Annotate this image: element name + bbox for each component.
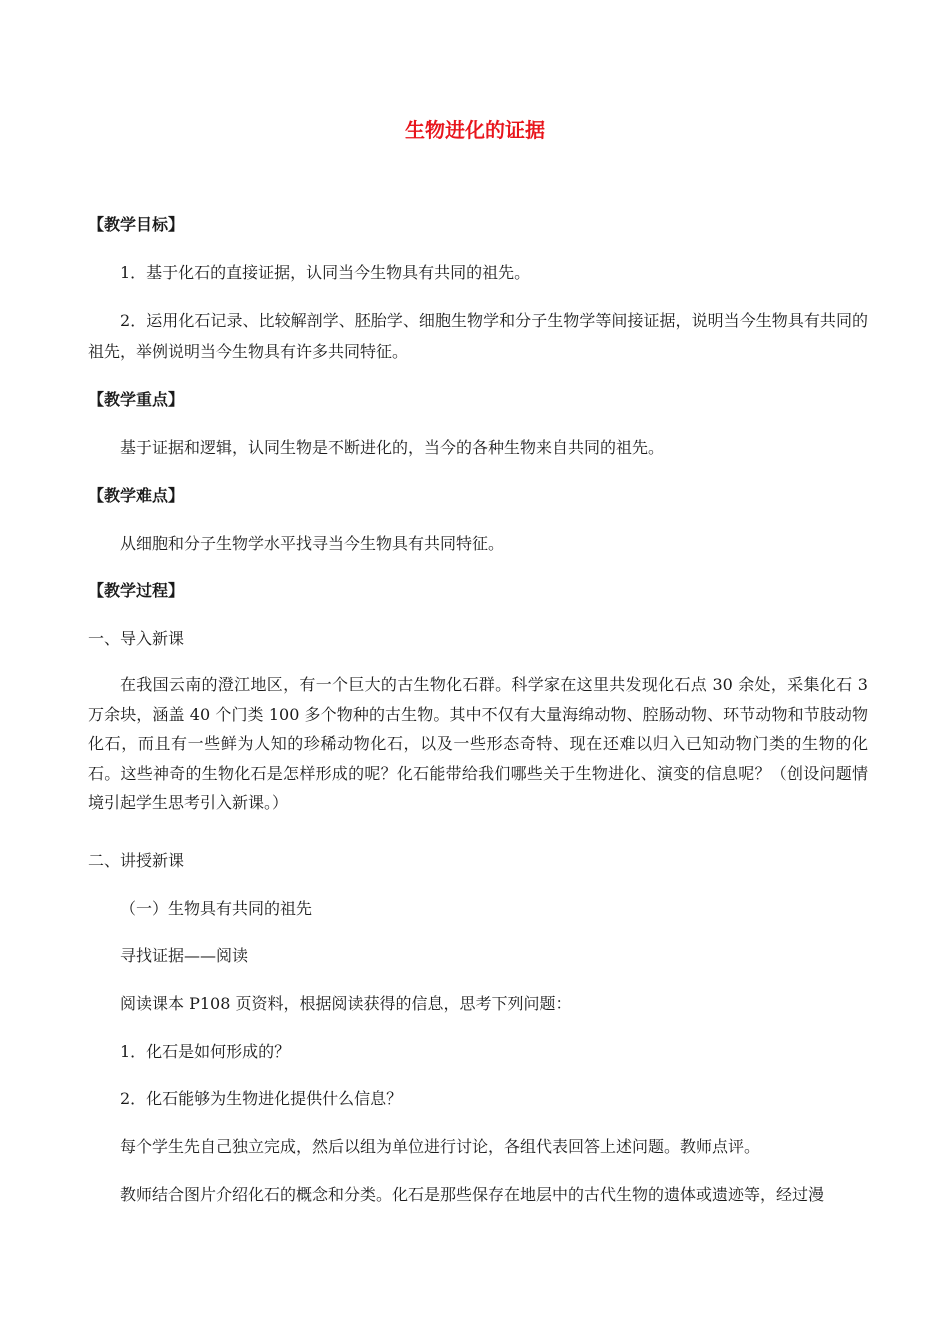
question-1: 1．化石是如何形成的？ <box>120 1042 291 1061</box>
reading-instruction: 阅读课本 P108 页资料，根据阅读获得的信息，思考下列问题： <box>120 994 572 1013</box>
teacher-text: 教师结合图片介绍化石的概念和分类。化石是那些保存在地层中的古代生物的遗体或遗迹等，经过漫 <box>120 1185 825 1204</box>
sub-heading-common-ancestor: （一）生物具有共同的祖先 <box>120 899 313 918</box>
document-title: 生物进化的证据 <box>405 118 545 142</box>
difficulties-text: 从细胞和分子生物学水平找寻当今生物具有共同特征。 <box>120 534 505 553</box>
question-2: 2．化石能够为生物进化提供什么信息？ <box>120 1089 403 1108</box>
discussion-text: 每个学生先自己独立完成，然后以组为单位进行讨论，各组代表回答上述问题。教师点评。 <box>120 1137 761 1156</box>
key-points-text: 基于证据和逻辑，认同生物是不断进化的，当今的各种生物来自共同的祖先。 <box>120 438 665 457</box>
process-heading: 【教学过程】 <box>88 581 185 600</box>
difficulties-heading: 【教学难点】 <box>88 486 185 505</box>
objective-1: 1．基于化石的直接证据，认同当今生物具有共同的祖先。 <box>120 263 531 282</box>
evidence-label: 寻找证据——阅读 <box>120 946 249 965</box>
lecture-heading: 二、讲授新课 <box>88 851 185 870</box>
intro-heading: 一、导入新课 <box>88 629 185 648</box>
key-points-heading: 【教学重点】 <box>88 390 185 409</box>
objective-2: 2．运用化石记录、比较解剖学、胚胎学、细胞生物学和分子生物学等间接证据，说明当今生物具有共同的祖先，举例说明当今生物具有许多共同特征。 <box>88 311 868 361</box>
objectives-heading: 【教学目标】 <box>88 215 185 234</box>
intro-paragraph: 在我国云南的澄江地区，有一个巨大的古生物化石群。科学家在这里共发现化石点 30 余处，采集化石 3 万余块，涵盖 40 个门类 100 多个物种的古生物。其中不仅有大量海绵动物、腔肠动物、环节动物和节肢动物化石，而且有一些鲜为人知的珍稀动物化石，以及一些形态奇特、现在还难以归入已知动物门类的生物的化石。这些神奇的生物化石是怎样形成的呢？化石能带给我们哪些关于生物进化、演变的信息呢？（创设问题情境引起学生思考引入新课。） <box>88 675 868 812</box>
